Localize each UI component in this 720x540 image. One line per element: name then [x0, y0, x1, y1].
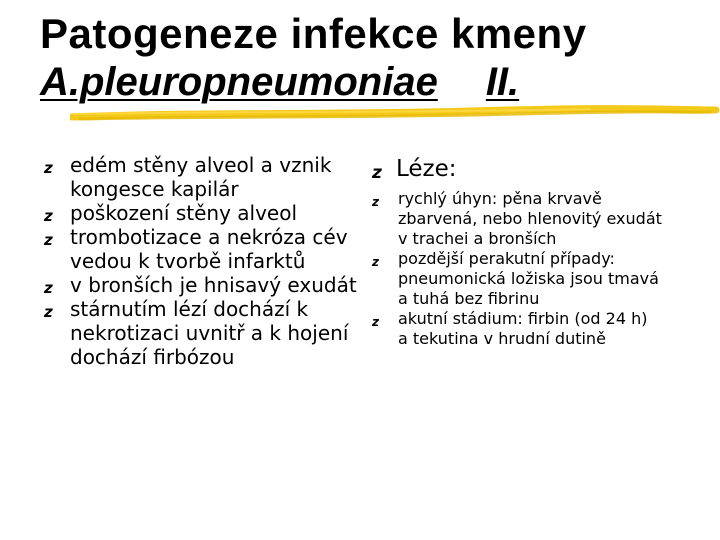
bullet-icon: z [44, 231, 53, 249]
right-sub-bullet-item: z rychlý úhyn: pěna krvavě zbarvená, nebo hlenovitý exudát v trachei a bronších [372, 189, 662, 248]
lesions-heading: z Léze: [372, 155, 662, 183]
left-bullet-item: z edém stěny alveol a vznik kongesce kapilár [44, 153, 332, 201]
bullet-icon: z [372, 195, 379, 209]
slide-title-species: A.pleuropneumoniae [40, 60, 438, 104]
bullet-icon: z [44, 303, 53, 321]
slide-title-part-number: II. [485, 60, 520, 104]
bullet-icon: z [372, 163, 382, 183]
bullet-icon: z [44, 159, 53, 177]
right-sub-bullet-item: z pozdější perakutní případy: pneumonická ložiska jsou tmavá a tuhá bez fibrinu [372, 249, 659, 308]
slide-title-line1: Patogeneze infekce kmeny [40, 10, 587, 57]
left-bullet-item: z trombotizace a nekróza cév vedou k tvorbě infarktů [44, 225, 348, 273]
right-sub-bullet-item: z akutní stádium: firbin (od 24 h) a tekutina v hrudní dutině [372, 309, 648, 348]
left-bullet-item: z poškození stěny alveol [44, 201, 364, 225]
right-bullet-list [372, 155, 662, 349]
left-bullet-item: z stárnutím lézí dochází k nekrotizaci uvnitř a k hojení dochází firbózou [44, 297, 349, 369]
bullet-icon: z [372, 255, 379, 269]
bullet-icon: z [44, 207, 53, 225]
slide-title-line2 [40, 58, 519, 106]
bullet-icon: z [372, 315, 379, 329]
bullet-icon: z [44, 279, 53, 297]
left-bullet-item: z v bronších je hnisavý exudát [44, 273, 364, 297]
title-brush-underline [70, 103, 720, 125]
left-bullet-list [44, 153, 364, 369]
